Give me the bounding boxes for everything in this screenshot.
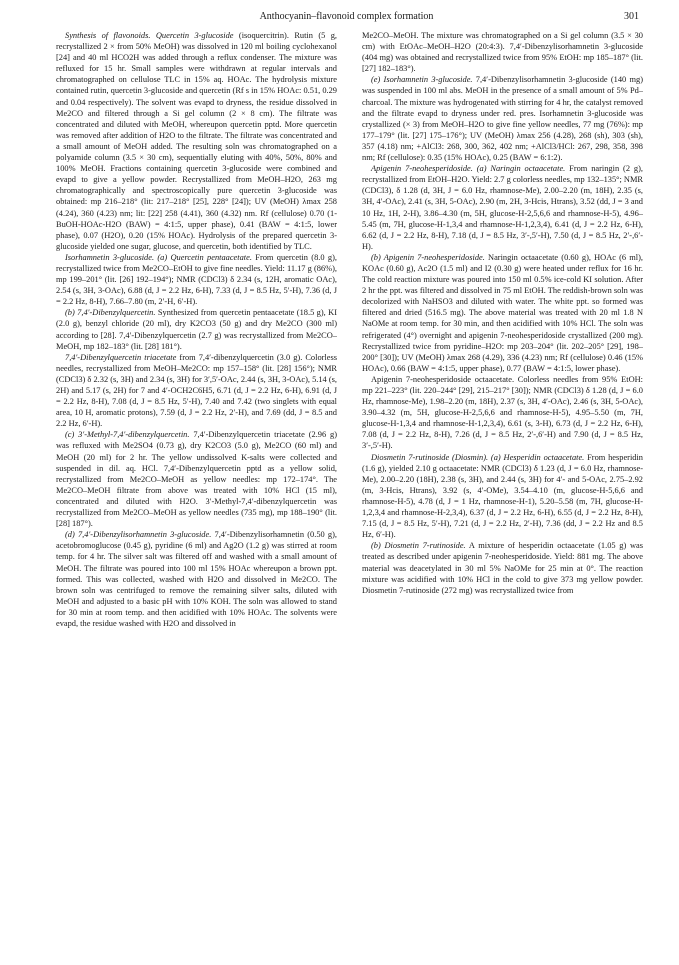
paragraph-text: 7,4′-Dibenzylisorhamnetin 3-glucoside (140 mg) was suspended in 100 ml abs. MeOH in the presence of a small amount of 5% Pd–charcoal. The mixture was hydrogenated with stirring for 4 hr, the catalyst removed and the filtrate evapd to dryness under red. pres. Isorhamnetin 3-glucoside was crystallized (× 3) from MeOH–H2O to give fine yellow needles, 77 mg (76%): mp 177–179° (lit. [27] 175–176°); UV (MeOH) λmax 256 (4.28), 268 (sh), 303 (sh), 357 (4.18) nm; +AlCl3: 268, 300, 362, 402 nm; +AlCl3/HCl: 267, 298, 358, 398 nm; Rf (cellulose): 0.35 (15% HOAc), 0.25 (BAW = 6:1:2). xyxy=(362,75,643,163)
paragraph-text: 7,4′-Dibenzylisorhamnetin (0.50 g), acetobromoglucose (0.45 g), pyridine (6 ml) and Ag2O (1.2 g) was stirred at room temp. for 4 hr. The silver salt was filtered off and washed with a small amount of MeOH. The filtrate was poured into 100 ml 15% HOAc whereupon a brown ppt. formed. This was collected, washed with H2O and dissolved in Me2CO. The brown soln was centrifuged to remove the remaining silver salts, diluted with MeOH and adjusted to a basic pH with 10% KOH. The soln was allowed to stand for 30 min at room temp. and then acidified with 10% HOAc. The solvents were evapd, the residue washed with H2O and dissolved in xyxy=(56,530,337,628)
paragraph-text: Synthesized from quercetin pentaacetate (18.5 g), KI (2.0 g), benzyl chloride (20 ml), dry K2CO3 (50 g) and dry Me2CO (300 ml) according to [28]. 7,4′-Dibenzylquercetin (2.7 g) was recrystallized from Me2CO–MeOH, mp 182–183° (lit. [28] 181°). xyxy=(56,308,337,351)
paragraph xyxy=(56,529,337,629)
paragraph xyxy=(56,429,337,529)
paragraph-heading: (e) Isorhamnetin 3-glucoside. xyxy=(371,75,473,85)
paragraph-text: From hesperidin (1.6 g), yielded 2.10 g octaacetate: NMR (CDCl3) δ 1.23 (d, J = 6.0 Hz, rhamnose-Me), 2.00–2.20 (18H), 2.38 (s, 3H), and 2.44 (s, 3H) for 4′- and 5-OAc, 2.75–2.92 (m, 3-Hcis, Htrans), 3.92 (s, 4′-OMe), 3.54–4.10 (m, glucose-H-5,6,6 and rhamnose-H-5), 4.78 (d, J = 1 Hz, rhamnose-H-1), 5.20–5.58 (m, 7H, glucose-H-1,2,3,4 and rhamnose-H-2,3,4), 6.37 (d, J = 2.2 Hz, 6-H), 6.55 (d, J = 2.2 Hz, 8-H), 7.15 (d, J = 8.5 Hz, 5′-H), 7.21 (d, J = 2.2 Hz, 2′-H), 7.36 (dd, J = 2.2 Hz and 8.5 Hz, 6′-H). xyxy=(362,452,643,540)
paragraph xyxy=(362,30,643,74)
paragraph xyxy=(56,307,337,351)
running-title: Anthocyanin–flavonoid complex formation xyxy=(259,11,434,22)
paragraph xyxy=(362,374,643,452)
paragraph-heading: (d) 7,4′-Dibenzylisorhamnetin 3-glucoside. xyxy=(65,530,212,540)
paragraph-heading: Diosmetin 7-rutinoside (Diosmin). (a) Hesperidin octaacetate. xyxy=(371,452,585,462)
paragraph xyxy=(56,252,337,307)
paragraph-heading: Isorhamnetin 3-glucoside. (a) Quercetin pentaacetate. xyxy=(65,252,252,262)
paragraph xyxy=(362,163,643,252)
paragraph xyxy=(362,252,643,374)
paragraph-heading: (b) Apigenin 7-neohesperidoside. xyxy=(371,252,485,262)
paragraph-text: Apigenin 7-neohesperidoside octaacetate. Colorless needles from 95% EtOH: mp 221–223° (lit. 220–244° [29], 215–217° [30]); NMR (CDCl3) δ 1.28 (d, J = 6.0 Hz, rhamnose-Me), 1.98–2.20 (m, 18H), 2.37 (s, 3H, 4′-OAc), 2.46 (s, 3H, 5-OAc), 3.90–4.32 (m, 5H, glucose-H-2,5,6,6 and rhamnose-H-5), 4.95–5.50 (m, 7H, glucose-H-1,3,4 and rhamnose-H-1,2,3,4), 6.61 (s, 3-H), 6.73 (d, J = 2.2 Hz, 6-H), 7.08 (d, J = 2.2 Hz, 8-H), 7.26 (d, J = 8.5 Hz, 2′-,6′-H) and 7.90 (d, J = 8.5 Hz, 3′-,5′-H). xyxy=(362,374,643,451)
paragraph-text: A mixture of hesperidin octaacetate (1.05 g) was treated as described under apigenin 7-neohesperidoside. Yield: 881 mg. The above material was deacetylated in 30 ml 5% NaOMe for 25 min at 0°. The reaction mixture was acidified with 10% HCl in the cold to give 373 mg yellow powder. Diosmetin 7-rutinoside (272 mg) was recrystallized twice from xyxy=(362,541,643,595)
paragraph xyxy=(56,352,337,430)
paragraph xyxy=(56,30,337,252)
page-number: 301 xyxy=(624,11,639,22)
paragraph-heading: Apigenin 7-neohesperidoside. (a) Naringin octaacetate. xyxy=(371,164,566,174)
paragraph-heading: (b) Diosmetin 7-rutinoside. xyxy=(371,541,466,551)
paragraph-text: From naringin (2 g), recrystallized from EtOH–H2O. Yield: 2.7 g colorless needles, mp 132–135°; NMR (CDCl3), δ 1.28 (d, 3H, J = 6.0 Hz, rhamnose-Me), 2.00–2.20 (m, 18H), 2.35 (s, 3H, 4′-OAc), 2.41 (s, 3H, 5-OAc), 2.90 (m, 2H, 3-Hcis, Htrans), 3.52 (dd, J = 3 and 10 Hz, 1H, 2-H), 3.86–4.30 (m, 5H, glucose-H-2,5,6,6 and rhamnose-H-5), 4.96–5.45 (m, 7H, glucose-H-1,3,4 and rhamnose-H-1,2,3,4), 6.41 (d, J = 2.2 Hz, 6-H), 6.62 (d, J = 2.2 Hz, 8-H), 7.18 (d, J = 8.5 Hz, 3′-,5′-H), 7.50 (d, J = 8.5 Hz, 2′-,6′-H). xyxy=(362,164,643,251)
paragraph-text: from 7,4′-dibenzylquercetin (3.0 g). Colorless needles, recrystallized from MeOH–Me2CO: mp 157–158° (lit. [28] 156°); NMR (CDCl3) δ 2.32 (s, 3H) and 2.34 (s, 3H) for 3′,5′-OAc, 2.44 (s, 3H, 3-OAc), 5.14 (s, 2H) and 5.17 (s, 2H) for 7 and 4′-OCH2C6H5, 6.71 (d, J = 2.2 Hz, 6-H), 6.91 (d, J = 2.2 Hz, 8-H), 7.08 (d, J = 8.5 Hz, 5′-H), 7.40 and 7.42 (two singlets with equal area, 10 H, aromatic protons), 7.59 (d, J = 2.2 Hz, 2′-H), and 7.69 (dd, J = 8.5 and 2.2 Hz, 6′-H). xyxy=(56,352,337,429)
right-column xyxy=(362,30,643,958)
paragraph xyxy=(362,540,643,595)
paragraph-heading: 7,4′-Dibenzylquercetin triacetate xyxy=(65,352,177,362)
paragraph-heading: (c) 3′-Methyl-7,4′-dibenzylquercetin. xyxy=(65,430,190,440)
paragraph-heading: (b) 7,4′-Dibenzylquercetin. xyxy=(65,308,156,318)
left-column xyxy=(56,30,337,958)
paragraph xyxy=(362,74,643,163)
running-head xyxy=(54,9,639,25)
body-columns xyxy=(56,30,644,958)
paragraph-text: 7,4′-Dibenzylquercetin triacetate (2.96 g) was refluxed with Me2SO4 (0.73 g), dry K2CO3 (5.0 g), Me2CO (60 ml) and MeOH (20 ml) for 2 hr. The yellow undissolved K-salts were collected and suspended in dil. aq. HCl. 7,4′-Dibenzylquercetin pptd as a yellow solid, recrystallized from Me2CO–MeOH as yellow needles: mp 172–174°. The Me2CO–MeOH filtrate from above was treated with 10% HCl (15 ml), concentrated and diluted with H2O. 3′-Methyl-7,4′-dibenzylquercetin was recrystallized from Me2CO–MeOH as yellow needles (735 mg), mp 188–190° (lit. [28] 187°). xyxy=(56,430,337,529)
paragraph-text: (isoquercitrin). Rutin (5 g, recrystallized 2 × from 50% MeOH) was dissolved in 120 ml boiling cyclohexanol [24] and 40 ml HCO2H was added through a reflux condenser. The mixture was refluxed for 15 hr. Small samples were withdrawn at regular intervals and chromatographed on cellulose TLC in 15% aq. HOAc. The hydrolysis mixture contained rutin, quercetin 3-glucoside and quercetin (Rf s in 15% HOAc: 0.51, 0.29 and 0.04 respectively). The solvent was evapd to dryness, the residue dissolved in Me2CO and filtered through a Si gel column (2 × 8 cm). The filtrate was concentrated and diluted with MeOH, whereupon quercetin pptd. More quercetin was removed after addition of H2O to the filtrate. The filtrate was concentrated and a small amount of MeOH added. The resulting soln was chromatographed on a polyamide column (3.5 × 30 cm), sequentially eluting with 40%, 50%, 80% and 100% MeOH. Fractions containing quercetin 3-glucoside were combined and evapd to give a yellow powder. Recrystallized from MeOH–H2O, 263 mg chromatographically and spectroscopically pure quercetin 3-glucoside was obtained: mp 216–218° (lit: 217–218° [25], 228° [24]); UV (MeOH) λmax 258 (4.24), 360 (4.23) nm; lit: [22] 258 (4.41), 360 (4.32) nm. Rf (cellulose) 0.70 (1-BuOH-HOAc-H2O (BAW) = 4:1:5, upper phase), 0.41 (BAW = 4:1:5, lower phase), 0.07 (H2O), 0.20 (15% HOAc). Hydrolysis of the prepared quercetin 3-glucoside yielded one sugar, glucose, and quercetin, both identified by TLC. xyxy=(56,31,337,251)
paragraph xyxy=(362,452,643,541)
paragraph-heading: Synthesis of flavonoids. Quercetin 3-glucoside xyxy=(65,31,234,40)
paragraph-text: From quercetin (8.0 g), recrystallized twice from Me2CO–EtOH to give fine needles. Yield: 11.17 g (86%), mp 199–201° (lit. [26] 192–194°); NMR (CDCl3) δ 2.34 (s, 12H, aromatic OAc), 2.54 (s, 3H, 3-OAc), 6.88 (d, J = 2.2 Hz, 6-H), 7.33 (d, J = 8.5 Hz, 5′-H), 7.36 (d, J = 2.2 Hz, 8-H), 7.66–7.80 (m, 2′-H, 6′-H). xyxy=(56,252,337,307)
paragraph-text: Naringin octaacetate (0.60 g), HOAc (6 ml), KOAc (0.60 g), Ac2O (1.5 ml) and I2 (0.30 g) were heated under reflux for 16 hr. The cold reaction mixture was poured into 150 ml 0.5% ice-cold KI solution. After 2 hr the ppt. was filtered and dissolved in 75 ml EtOH. The reddish-brown soln was decolorized with NaHSO3 and diluted with water. The white ppt. so formed was filtered and dried (516.5 mg). The above material was treated with 20 ml 1.8 N NaOMe at room temp. for 30 min, and then acidified with 10% HCl. The soln was refrigerated (4°) overnight and apigenin 7-neohesperidoside crystallized (200 mg). Recrystallized twice from pyridine–H2O: mp 203–204° (lit. 202–205° [29], 198–200° [30]); UV (MeOH) λmax 268 (4.29), 336 (4.23) nm; Rf (cellulose) 0.46 (15% HOAc), 0.66 (BAW = 4:1:5, upper phase), 0.77 (BAW = 4:1:5, lower phase). xyxy=(362,252,643,373)
paragraph-text: Me2CO–MeOH. The mixture was chromatographed on a Si gel column (3.5 × 30 cm) with EtOAc–MeOH–H2O (20:4:3). 7,4′-Dibenzylisorhamnetin 3-glucoside (404 mg) was obtained and recrystallized twice from 95% EtOH: mp 185–187° (lit. [27] 182–183°). xyxy=(362,31,643,74)
